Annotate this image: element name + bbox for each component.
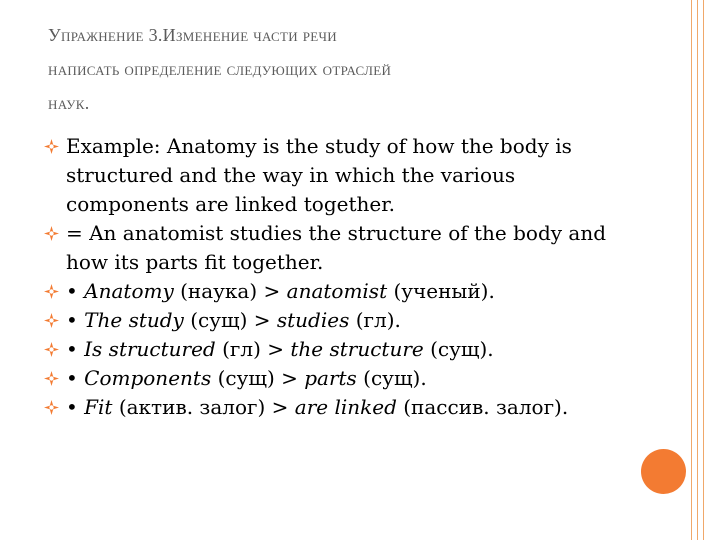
right-rail-line-1 [691,0,692,540]
star-bullet-icon [44,226,59,241]
star-bullet-icon [44,284,59,299]
bullet-term: Components [84,366,212,390]
bullet-text: • [66,308,85,332]
list-item [44,132,634,219]
bullet-term: Is structured [84,337,216,361]
bullet-text: (пассив. залог). [396,395,569,419]
list-item [44,306,634,335]
bullet-text: (сущ). [423,337,494,361]
bullet-term: studies [276,308,350,332]
bullet-text: Example: Anatomy is the study of how the body is structured and the way in which the various components are linked together. [66,134,572,216]
bullet-text: (сущ). [356,366,427,390]
title-line-3: наук. [48,93,90,113]
bullet-text: (сущ) > [183,308,277,332]
bullet-term: are linked [294,395,397,419]
bullet-term: Fit [84,395,113,419]
bullet-term: parts [304,366,357,390]
star-bullet-icon [44,371,59,386]
list-item [44,277,634,306]
bullet-term: Anatomy [84,279,174,303]
bullet-text: • [66,279,85,303]
right-rail-line-2 [697,0,698,540]
star-bullet-icon [44,400,59,415]
bullet-text: (ученый). [387,279,495,303]
title-line-2: написать определение следующих отраслей [48,59,392,79]
bullet-text: = An anatomist studies the structure of the body and how its parts fit together. [66,221,607,274]
bullet-text: (актив. залог) > [112,395,295,419]
bullet-text: • [66,366,85,390]
star-bullet-icon [44,342,59,357]
list-item [44,335,634,364]
star-bullet-icon [44,139,59,154]
bullet-text: • [66,395,85,419]
slide-title [48,18,648,120]
bullet-list [44,132,634,422]
bullet-text: (гл) > [215,337,291,361]
bullet-text: (наука) > [173,279,287,303]
star-bullet-icon [44,313,59,328]
bullet-text: (гл). [349,308,401,332]
orange-circle-decoration [641,449,686,494]
list-item [44,364,634,393]
bullet-term: anatomist [286,279,388,303]
bullet-text: (сущ) > [211,366,305,390]
bullet-term: The study [84,308,184,332]
right-rail-line-3 [703,0,704,540]
title-line-1: Упражнение 3.Изменение части речи [48,25,337,45]
list-item [44,219,634,277]
bullet-text: • [66,337,85,361]
list-item [44,393,634,422]
bullet-term: the structure [290,337,424,361]
